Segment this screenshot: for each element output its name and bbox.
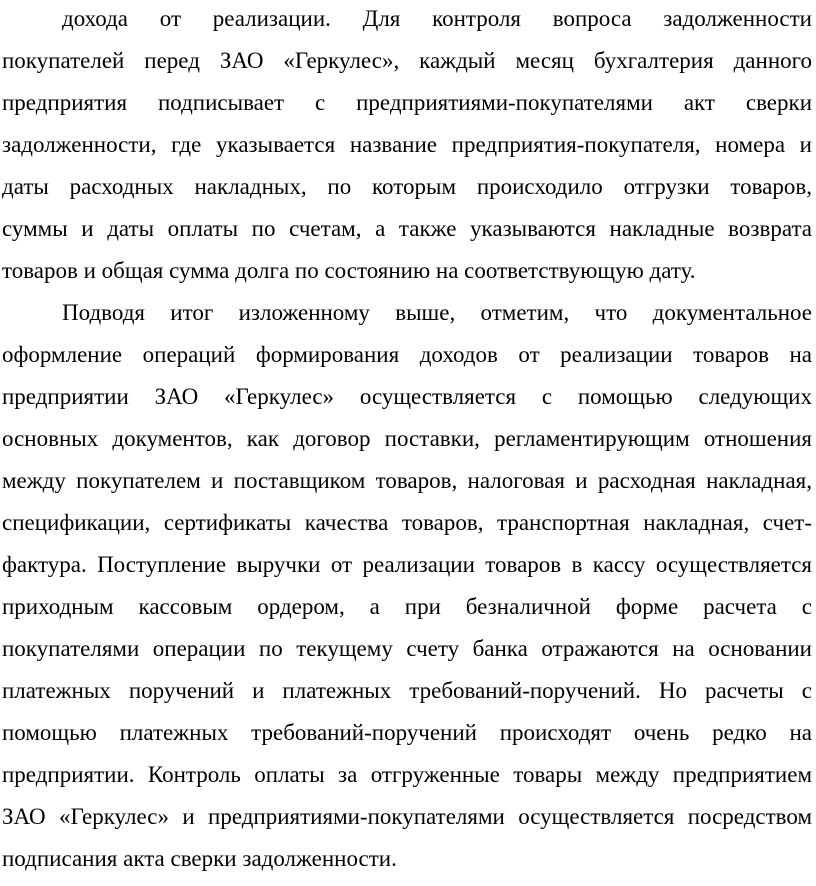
text-line: Подводя итог изложенному выше, отметим, что документальное (62, 300, 812, 325)
text-line: задолженности, где указывается название предприятия-покупателя, номера и (2, 132, 812, 157)
text-line: покупателями операции по текущему счету банка отражаются на основании (2, 636, 812, 661)
text-line: суммы и даты оплаты по счетам, а также указываются накладные возврата (2, 216, 812, 241)
text-line: основных документов, как договор поставки, регламентирующим отношения (2, 426, 812, 451)
text-line: ЗАО «Геркулес» и предприятиями-покупателями осуществляется посредством (2, 804, 812, 829)
text-line: помощью платежных требований-поручений происходят очень редко на (2, 720, 812, 745)
text-line: дохода от реализации. Для контроля вопроса задолженности (62, 6, 812, 31)
text-line: спецификации, сертификаты качества товаров, транспортная накладная, счет- (2, 510, 812, 535)
text-line: предприятии ЗАО «Геркулес» осуществляется с помощью следующих (2, 384, 812, 409)
text-line: приходным кассовым ордером, а при безналичной форме расчета с (2, 594, 812, 619)
text-line: платежных поручений и платежных требований-поручений. Но расчеты с (2, 678, 812, 703)
text-line: между покупателем и поставщиком товаров, налоговая и расходная накладная, (2, 468, 812, 493)
text-line: предприятия подписывает с предприятиями-покупателями акт сверки (2, 90, 812, 115)
text-line: подписания акта сверки задолженности. (2, 846, 397, 871)
text-line: фактура. Поступление выручки от реализации товаров в кассу осуществляется (2, 552, 812, 577)
text-line: даты расходных накладных, по которым происходило отгрузки товаров, (2, 174, 812, 199)
text-line: товаров и общая сумма долга по состоянию на соответствующую дату. (2, 258, 696, 283)
text-line: покупателей перед ЗАО «Геркулес», каждый месяц бухгалтерия данного (2, 48, 812, 73)
text-line: предприятии. Контроль оплаты за отгруженные товары между предприятием (2, 762, 812, 787)
text-line: оформление операций формирования доходов от реализации товаров на (2, 342, 812, 367)
